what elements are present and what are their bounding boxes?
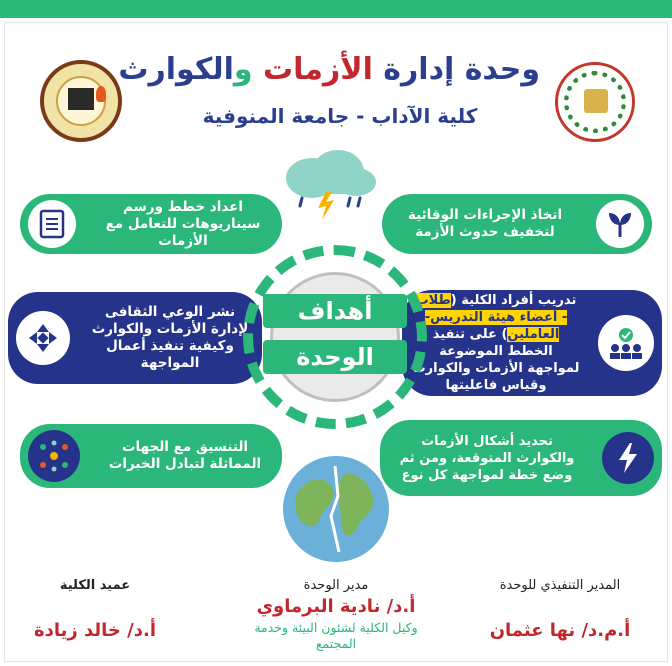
goal-identify-crises xyxy=(380,420,662,496)
goal-preventive-text: اتخاذ الإجراءات الوقائية لتخفيف حدوث الأزمة xyxy=(407,207,563,240)
page-title xyxy=(118,52,540,87)
title-part-unit: وحدة إدارة xyxy=(372,52,540,87)
goal-training xyxy=(402,290,662,396)
goal-training-highlight: طلاب - أعضاء هيئة التدريس- العاملين xyxy=(415,293,568,342)
hub-center xyxy=(270,272,400,402)
globe-icon xyxy=(283,456,389,562)
page-subtitle: كلية الآداب - جامعة المنوفية xyxy=(202,104,478,128)
document-icon xyxy=(28,200,76,248)
goal-awareness xyxy=(8,292,262,384)
team-check-icon xyxy=(598,315,654,371)
storm-cloud-icon xyxy=(272,148,384,220)
arrows-expand-icon xyxy=(16,311,70,365)
goal-coordination xyxy=(20,424,282,488)
title-part-and: و xyxy=(233,52,263,87)
unit-director-title: مدير الوحدة xyxy=(303,578,369,593)
flame-icon xyxy=(96,86,106,102)
goal-identify-text: تحديد أشكال الأزمات والكوارث المتوقعة، ومن ثم وضع خطة لمواجهة كل نوع xyxy=(399,433,575,483)
goal-training-pre: تدريب أفراد الكلية ( xyxy=(450,293,577,308)
title-part-crises: الأزمات xyxy=(262,52,373,87)
goal-training-text xyxy=(402,292,590,394)
goal-awareness-text: نشر الوعي الثقافى لإدارة الأزمات والكوارث وكيفية تنفيذ أعمال المواجهة xyxy=(91,304,249,371)
exec-director-name: أ.م.د/ نها عثمان xyxy=(489,620,631,641)
goal-plans-text: اعداد خطط ورسم سيناريوهات للتعامل مع الأزمات xyxy=(105,198,261,249)
dean-title: عميد الكلية xyxy=(59,578,131,593)
hub-label-goals: أهداف xyxy=(263,294,407,328)
title-part-disasters: الكوارث xyxy=(118,52,234,87)
book-icon xyxy=(584,89,608,113)
dean-name: أ.د/ خالد زيادة xyxy=(34,620,156,641)
crisis-unit-logo xyxy=(40,60,122,142)
network-icon xyxy=(28,430,80,482)
unit-director-role: وكيل الكلية لشئون البيئة وخدمة المجتمع xyxy=(254,620,418,651)
lightning-icon xyxy=(602,432,654,484)
goal-training-post: ) على تنفيذ الخطط الموضوعة لمواجهة الأزمات والكوارث وقياس فاعليتها xyxy=(412,327,580,393)
unit-director-name: أ.د/ نادية البرماوي xyxy=(256,596,416,617)
goal-preventive-measures xyxy=(382,194,652,254)
faculty-logo xyxy=(555,62,635,142)
house-icon xyxy=(68,88,94,110)
exec-director-title: المدير التنفيذي للوحدة xyxy=(499,578,621,593)
goal-plans-scenarios xyxy=(20,194,282,254)
goal-coordination-text: التنسيق مع الجهات المماثلة لتبادل الخبرات xyxy=(108,439,262,472)
sprout-icon xyxy=(596,200,644,248)
hub-label-unit: الوحدة xyxy=(263,340,407,374)
top-band xyxy=(0,0,672,18)
